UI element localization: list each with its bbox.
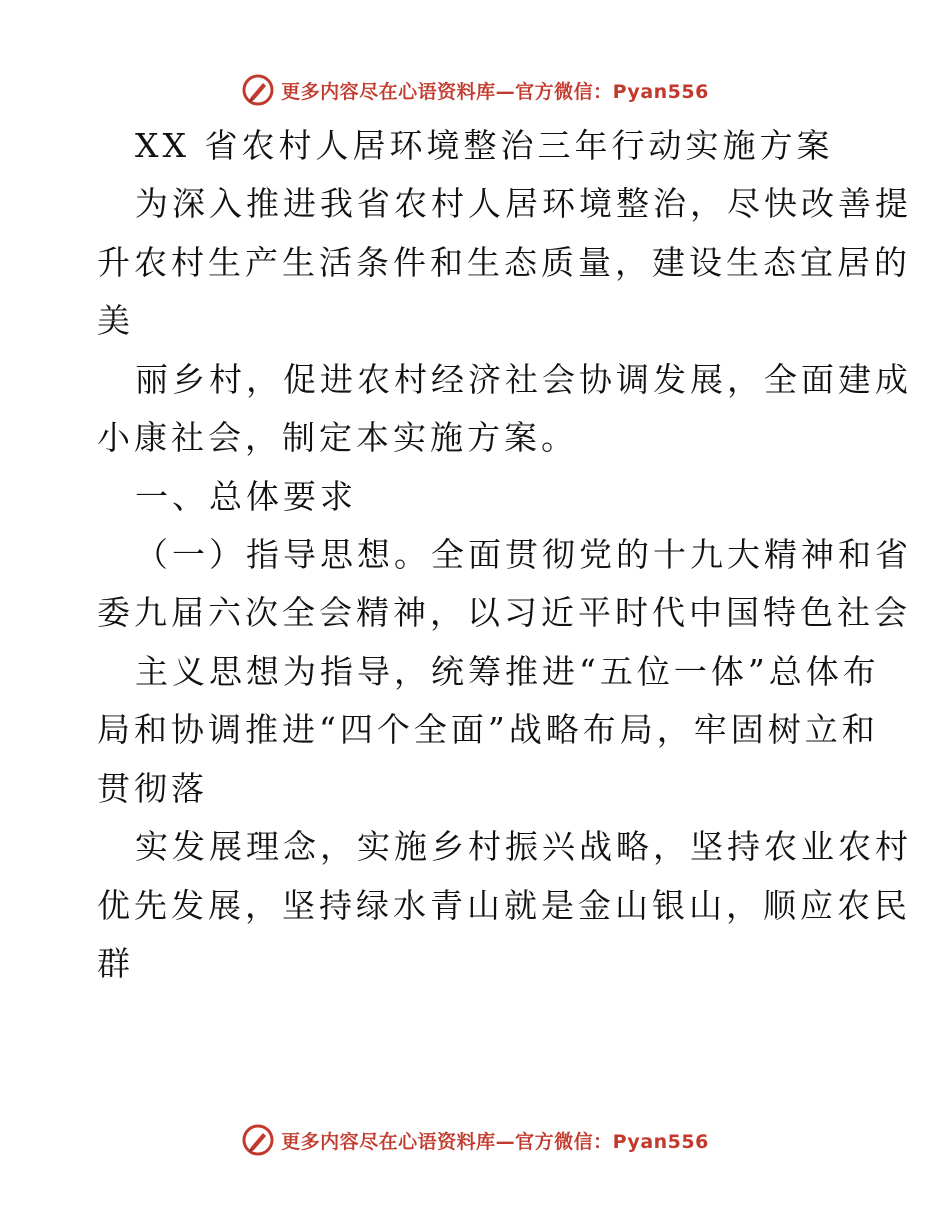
paragraph-line: 为深入推进我省农村人居环境整治，尽快改善提 <box>135 184 912 223</box>
paragraph-line: 局和协调推进“四个全面”战略布局，牢固树立和 <box>97 710 879 749</box>
paragraph-line: 丽乡村，促进农村经济社会协调发展，全面建成 <box>135 360 912 399</box>
paragraph-line: 升农村生产生活条件和生态质量，建设生态宜居的 <box>97 243 911 282</box>
paragraph-line: 群 <box>97 944 134 983</box>
paragraph-line: 优先发展，坚持绿水青山就是金山银山，顺应农民 <box>97 886 911 925</box>
header-watermark <box>0 70 950 110</box>
section-heading: 一、总体要求 <box>135 477 357 516</box>
paragraph-line: 委九届六次全会精神，以习近平时代中国特色社会 <box>97 593 911 632</box>
paragraph-line: 贯彻落 <box>97 769 208 808</box>
footer-watermark <box>0 1120 950 1160</box>
paragraph-line: （一）指导思想。全面贯彻党的十九大精神和省 <box>135 535 912 574</box>
pen-logo-icon <box>241 1123 275 1157</box>
pen-logo-icon <box>241 73 275 107</box>
footer-watermark-text: 更多内容尽在心语资料库—官方微信：Pyan556 <box>281 1130 709 1153</box>
paragraph-line: 实发展理念，实施乡村振兴战略，坚持农业农村 <box>135 827 912 866</box>
header-watermark-text: 更多内容尽在心语资料库—官方微信：Pyan556 <box>281 80 709 103</box>
document-title: XX 省农村人居环境整治三年行动实施方案 <box>135 126 834 165</box>
paragraph-line: 小康社会，制定本实施方案。 <box>97 418 578 457</box>
paragraph-line: 美 <box>97 301 134 340</box>
paragraph-line: 主义思想为指导，统筹推进“五位一体”总体布 <box>135 652 880 691</box>
